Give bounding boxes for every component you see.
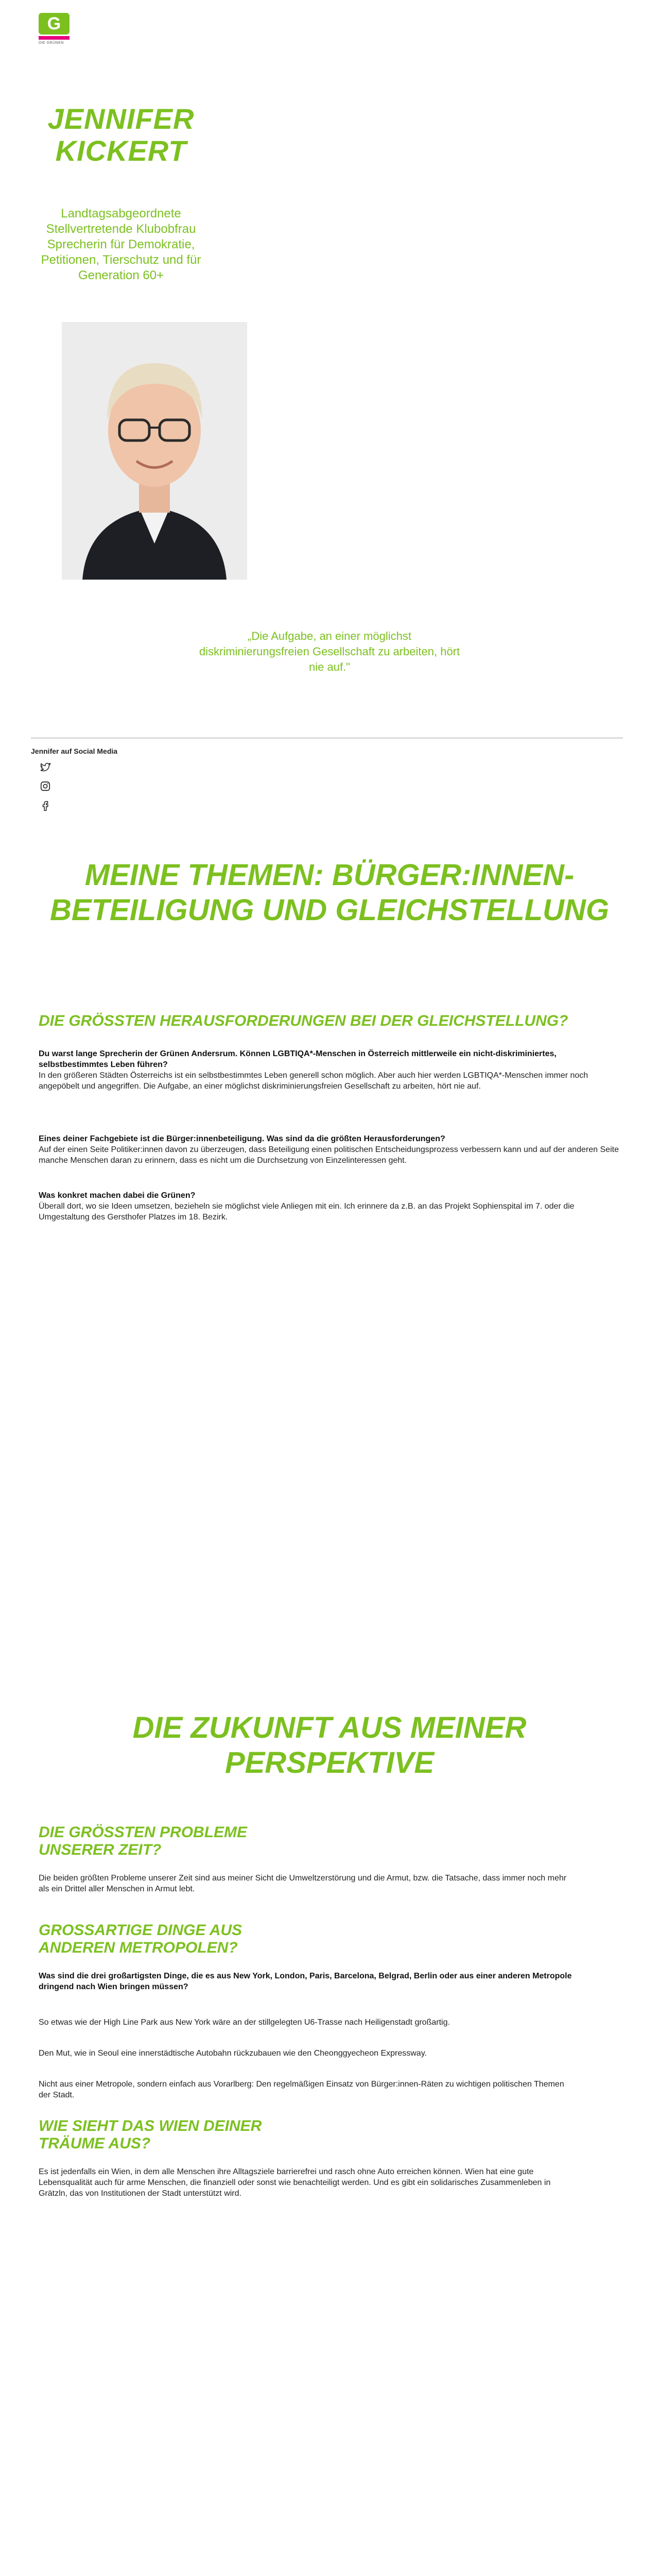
themes-answer: Überall dort, wo sie Ideen umsetzen, bezieheln sie möglichst viele Anliegen mit ein. Ich erinnere da z.B. an das Projekt Sophienspital im 7. oder die Umgestaltung des Gersthofer Platzes im 18. Bezirk.: [39, 1202, 575, 1222]
future-answer1: Die beiden größten Probleme unserer Zeit sind aus meiner Sicht die Umweltzerstörung und die Armut, bzw. die Tatsache, dass immer noch mehr als ein Drittel aller Menschen in Armut lebt.: [39, 1874, 567, 1893]
themes-answer: Auf der einen Seite Politiker:innen davon zu überzeugen, dass Beteiligung einen politischen Entscheidungsprozess verbessern kann und auf der anderen Seite manche Menschen daran zu erinnern, dass es nicht um die Durchsetzung von Einzelinteressen geht.: [39, 1145, 619, 1165]
hero-role: Petitionen, Tierschutz und für: [41, 253, 201, 267]
hero-quote: „Die Aufgabe, an einer möglichst diskriminierungsfreien Gesellschaft zu arbeiten, hört nie auf.": [199, 630, 460, 673]
logo-bar: [39, 36, 70, 40]
themes-answer: In den größeren Städten Österreichs ist ein selbstbestimmtes Leben generell schon möglich. Aber auch hier werden LGBTIQA*-Menschen immer noch angepöbelt und angegriffen. Die Aufgabe, an einer möglichst diskriminierungsfreien Gesellschaft zu arbeiten, hört nie auf.: [39, 1071, 588, 1091]
hero-role: Generation 60+: [78, 268, 164, 282]
logo-mark: G: [39, 13, 70, 35]
future-sub1: DIE GRÖSSTEN PROBLEME UNSERER ZEIT?: [39, 1824, 248, 1858]
themes-question: Du warst lange Sprecherin der Grünen Andersrum. Können LGBTIQA*-Menschen in Österreich mittlerweile ein nicht-diskriminiertes, selbstbestimmtes Leben führen?: [39, 1049, 557, 1069]
social-title: Jennifer auf Social Media: [31, 747, 118, 755]
future-heading: DIE ZUKUNFT AUS MEINER PERSPEKTIVE: [132, 1711, 527, 1780]
future-answer2b: Den Mut, wie in Seoul eine innerstädtische Autobahn rückzubauen wie den Cheonggyecheon Expressway.: [39, 2049, 427, 2058]
future-answer2a: So etwas wie der High Line Park aus New York wäre an der stillgelegten U6-Trasse nach Heiligenstadt großartig.: [39, 2018, 450, 2027]
hero-roles: [31, 206, 211, 283]
themes-question: Eines deiner Fachgebiete ist die Bürger:innenbeteiligung. Was sind da die größten Herausforderungen?: [39, 1134, 445, 1143]
future-answer3: Es ist jedenfalls ein Wien, in dem alle Menschen ihre Alltagsziele barrierefrei und rasch ohne Auto erreichen können. Wien hat eine gute Lebensqualität auch für arme Menschen, die finanziell oder sonst wie benachteiligt werden. Und es gibt ein solidarisches Zusammenleben in Grätzln, das von Institutionen der Stadt unterstützt wird.: [39, 2167, 551, 2198]
themes-question: Was konkret machen dabei die Grünen?: [39, 1191, 196, 1200]
instagram-icon[interactable]: [39, 781, 52, 794]
hero-role: Sprecherin für Demokratie,: [47, 238, 195, 251]
logo-text: DIE GRÜNEN: [39, 41, 64, 45]
twitter-icon[interactable]: [39, 761, 52, 775]
themes-heading: MEINE THEMEN: BÜRGER:INNEN-BETEILIGUNG UND GLEICHSTELLUNG: [50, 858, 609, 927]
hero-name: JENNIFER KICKERT: [47, 103, 195, 167]
hero-role: Landtagsabgeordnete: [61, 207, 181, 221]
future-sub2: GROSSARTIGE DINGE AUS ANDEREN METROPOLEN?: [39, 1922, 242, 1956]
header-logo[interactable]: [39, 13, 75, 45]
portrait-photo: [62, 322, 247, 580]
facebook-icon[interactable]: [39, 800, 52, 813]
themes-subheading: DIE GRÖSSTEN HERAUSFORDERUNGEN BEI DER GLEICHSTELLUNG?: [39, 1012, 568, 1029]
future-answer2c: Nicht aus einer Metropole, sondern einfach aus Vorarlberg: Den regelmäßigen Einsatz von Bürger:innen-Räten zu wichtigen politischen Themen der Stadt.: [39, 2080, 564, 2099]
future-sub3: WIE SIEHT DAS WIEN DEINER TRÄUME AUS?: [39, 2117, 262, 2152]
hero-role: Stellvertretende Klubobfrau: [46, 222, 196, 236]
future-question2: Was sind die drei großartigsten Dinge, die es aus New York, London, Paris, Barcelona, Belgrad, Berlin oder aus einer anderen Metropole dringend nach Wien bringen müssen?: [39, 1972, 572, 1991]
